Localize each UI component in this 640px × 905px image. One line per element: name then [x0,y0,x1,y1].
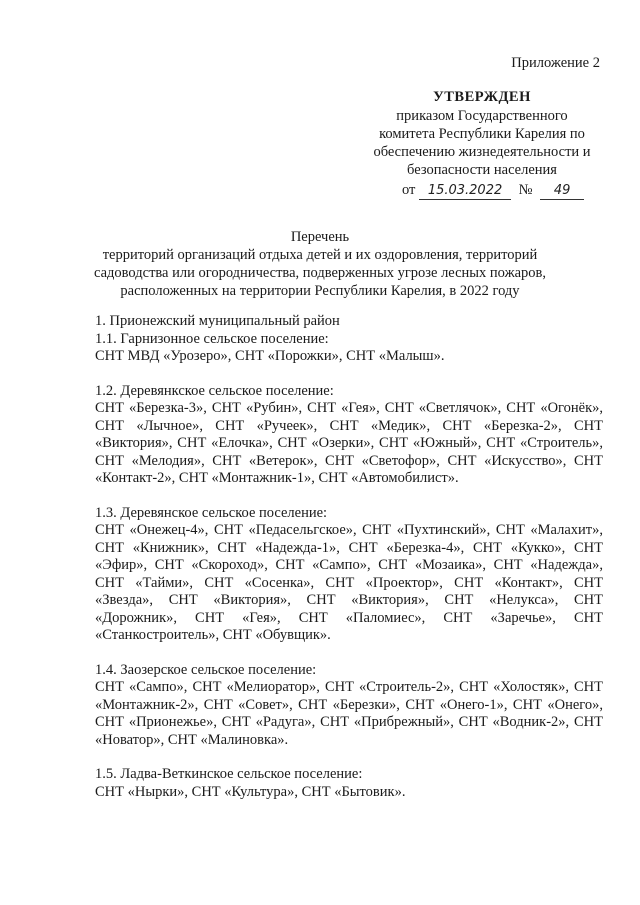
document-heading [60,228,580,300]
heading-title: Перечень [290,229,350,245]
approval-line-4: безопасности населения [407,162,557,178]
document-body [95,313,603,801]
section-1-3-text: СНТ «Онежец-4», СНТ «Педасельгское», СНТ «Пухтинский», СНТ «Малахит», СНТ «Книжник», СНТ «Надежда-1», СНТ «Березка-4», СНТ «Кукко», СНТ «Эфир», СНТ «Скороход», СНТ «Сампо», СНТ «Мозаика», СНТ «Надежда», СНТ «Тайми», СНТ «Сосенка», СНТ «Проектор», СНТ «Контакт», СНТ «Звезда», СНТ «Виктория», СНТ «Виктория», СНТ «Нелукса», СНТ «Дорожник», СНТ «Гея», СНТ «Паломиес», СНТ «Заречье», СНТ «Станкостроитель», СНТ «Обувщик». [95,522,603,643]
section-1-5-title: 1.5. Ладва-Веткинское сельское поселение: [95,766,363,782]
order-number-handwritten: 49 [540,183,584,200]
approval-line-1: приказом Государственного [396,108,568,124]
section-1-3-title: 1.3. Деревянское сельское поселение: [95,504,328,521]
section-1-title: 1. Прионежский муниципальный район [95,313,340,329]
section-1-2-title: 1.2. Деревянкское сельское поселение: [95,382,334,399]
section-1-4-text: СНТ «Сампо», СНТ «Мелиоратор», СНТ «Строитель-2», СНТ «Холостяк», СНТ «Монтажник-2», СНТ «Совет», СНТ «Березки», СНТ «Онего-1», СНТ «Онего», СНТ «Прионежье», СНТ «Радуга», СНТ «Прибрежный», СНТ «Водник-2», СНТ «Новатор», СНТ «Малиновка». [95,679,603,748]
order-date-number-line [362,181,602,200]
section-1-4-title: 1.4. Заозерское сельское поселение: [95,661,317,678]
section-1-2-text: СНТ «Березка-3», СНТ «Рубин», СНТ «Гея», СНТ «Светлячок», СНТ «Огонёк», СНТ «Лычное», СНТ «Ручеек», СНТ «Медик», СНТ «Березка-2», СНТ «Виктория», СНТ «Елочка», СНТ «Озерки», СНТ «Южный», СНТ «Строитель», СНТ «Мелодия», СНТ «Ветерок», СНТ «Светофор», СНТ «Искусство», СНТ «Контакт-2», СНТ «Монтажник-1», СНТ «Автомобилист». [95,400,603,486]
approval-line-3: обеспечению жизнедеятельности и [373,144,591,160]
approved-title: УТВЕРЖДЕН [433,89,531,105]
section-1-1-title: 1.1. Гарнизонное сельское поселение: [95,330,329,347]
section-1-1-text: СНТ МВД «Урозеро», СНТ «Порожки», СНТ «Малыш». [95,348,445,364]
heading-line-2: садоводства или огородничества, подверженных угрозе лесных пожаров, [94,265,546,281]
heading-line-3: расположенных на территории Республики Карелия, в 2022 году [120,283,520,299]
section-1-5-text: СНТ «Нырки», СНТ «Культура», СНТ «Бытовик». [95,783,406,800]
approval-stamp-block [362,88,602,200]
order-from-label: от [402,182,416,198]
appendix-label: Приложение 2 [511,55,600,71]
approval-line-2: комитета Республики Карелия по [379,126,585,142]
order-number-sign: № [518,182,533,198]
order-date-handwritten: 15.03.2022 [419,183,511,200]
heading-line-1: территорий организаций отдыха детей и их оздоровления, территорий [102,247,538,263]
